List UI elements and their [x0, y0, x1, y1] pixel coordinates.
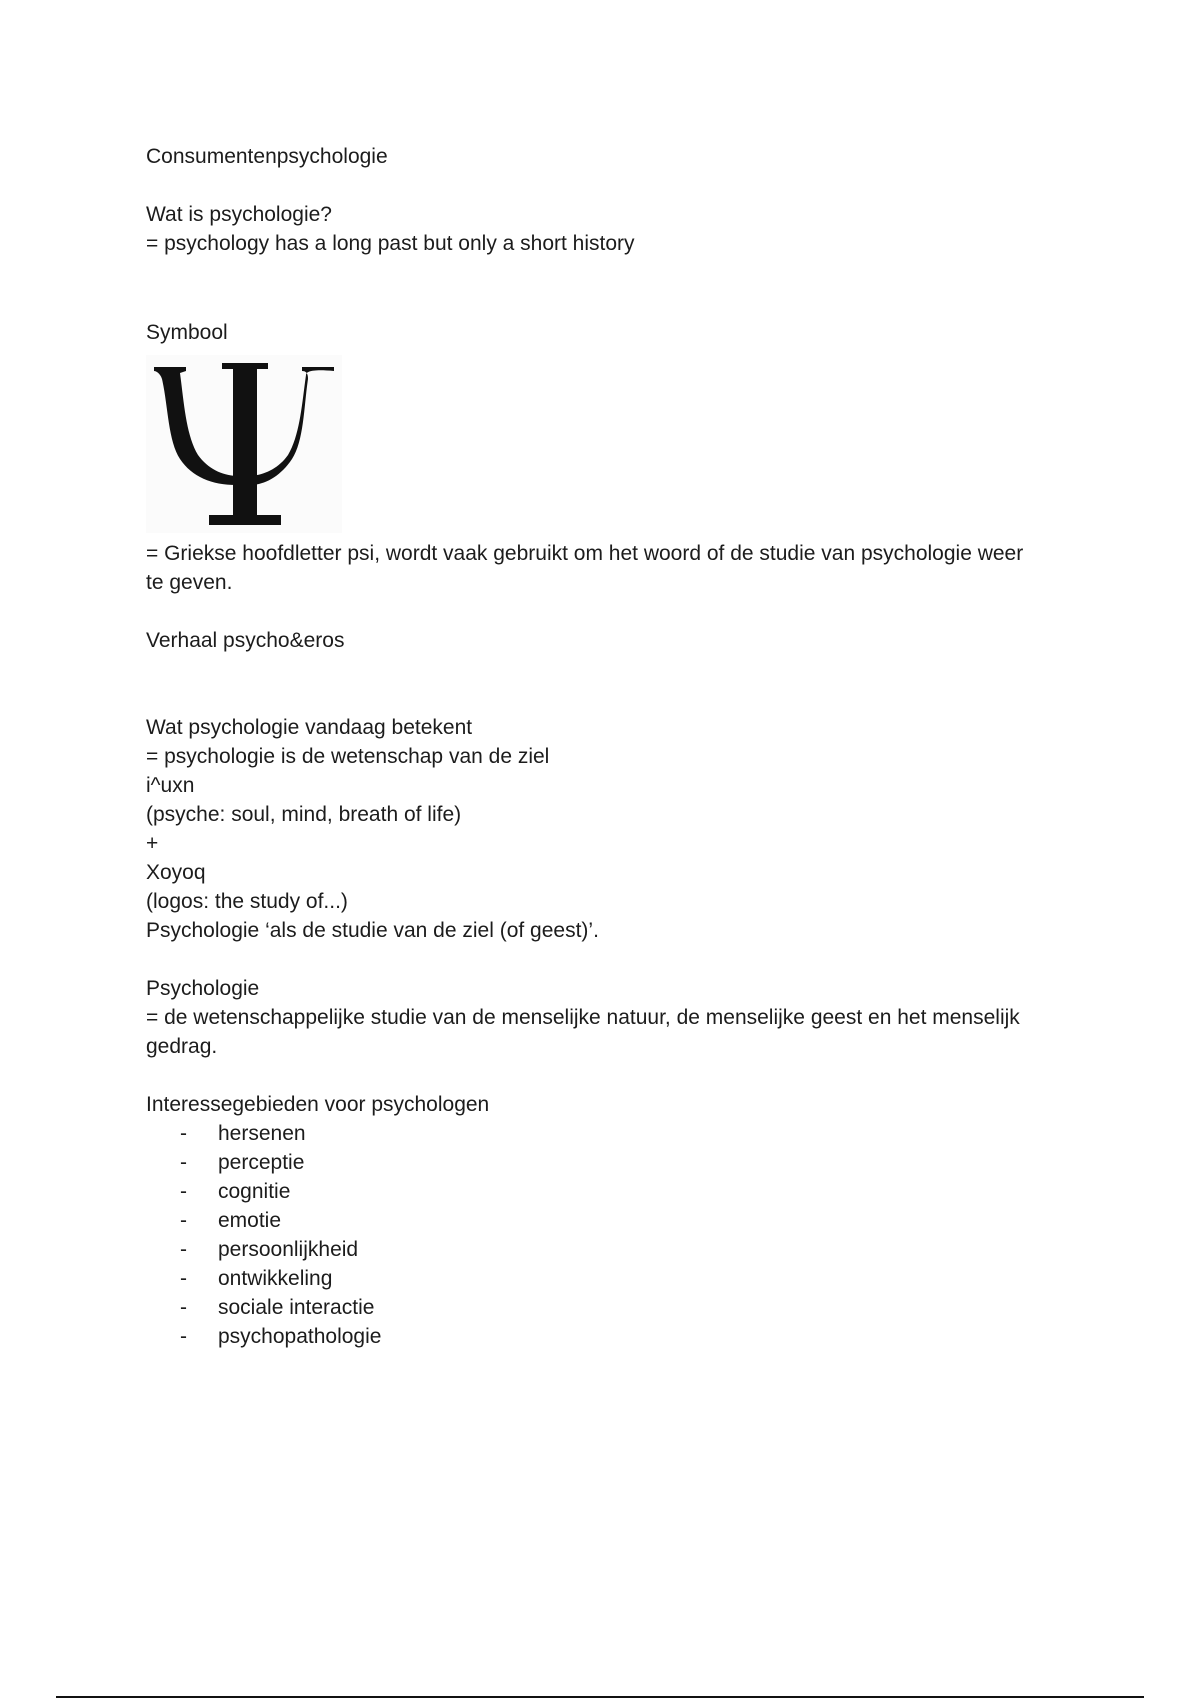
document-page: [146, 142, 1046, 1351]
meaning-line: = psychologie is de wetenschap van de ziel: [146, 745, 550, 768]
page-divider: [56, 1696, 1144, 1698]
symbol-description: = Griekse hoofdletter psi, wordt vaak gebruikt om het woord of de studie van psychologie weer te geven.: [146, 542, 1030, 594]
bullet-dash: -: [180, 1122, 187, 1145]
bullet-dash: -: [180, 1238, 187, 1261]
document-title: Consumentenpsychologie: [146, 145, 388, 168]
list-item: - ontwikkeling: [146, 1264, 1046, 1293]
definition-text: = de wetenschappelijke studie van de menselijke natuur, de menselijke geest en het menselijk gedrag.: [146, 1006, 1026, 1058]
interests-heading: Interessegebieden voor psychologen: [146, 1093, 490, 1116]
list-item: - psychopathologie: [146, 1322, 1046, 1351]
bullet-dash: -: [180, 1209, 187, 1232]
list-item: - emotie: [146, 1206, 1046, 1235]
definition-heading: Psychologie: [146, 977, 260, 1000]
list-item: - sociale interactie: [146, 1293, 1046, 1322]
meaning-line: Xoyoq: [146, 861, 206, 884]
meaning-line: i^uxn: [146, 774, 195, 797]
list-item: - perceptie: [146, 1148, 1046, 1177]
symbol-heading: Symbool: [146, 321, 228, 344]
list-item: - cognitie: [146, 1177, 1046, 1206]
list-item: - persoonlijkheid: [146, 1235, 1046, 1264]
meaning-line: Psychologie ‘als de studie van de ziel (of geest)’.: [146, 919, 599, 942]
interests-list: [146, 1119, 1046, 1351]
meaning-heading: Wat psychologie vandaag betekent: [146, 716, 473, 739]
meaning-line: (logos: the study of...): [146, 890, 348, 913]
bullet-dash: -: [180, 1180, 187, 1203]
section-text-what-is: = psychology has a long past but only a short history: [146, 232, 635, 255]
meaning-line: +: [146, 832, 159, 855]
story-title: Verhaal psycho&eros: [146, 629, 345, 652]
bullet-dash: -: [180, 1296, 187, 1319]
bullet-dash: -: [180, 1267, 187, 1290]
list-item: - hersenen: [146, 1119, 1046, 1148]
bullet-dash: -: [180, 1325, 187, 1348]
psi-icon: [146, 355, 342, 533]
meaning-line: (psyche: soul, mind, breath of life): [146, 803, 462, 826]
bullet-dash: -: [180, 1151, 187, 1174]
section-heading-what-is: Wat is psychologie?: [146, 203, 332, 226]
